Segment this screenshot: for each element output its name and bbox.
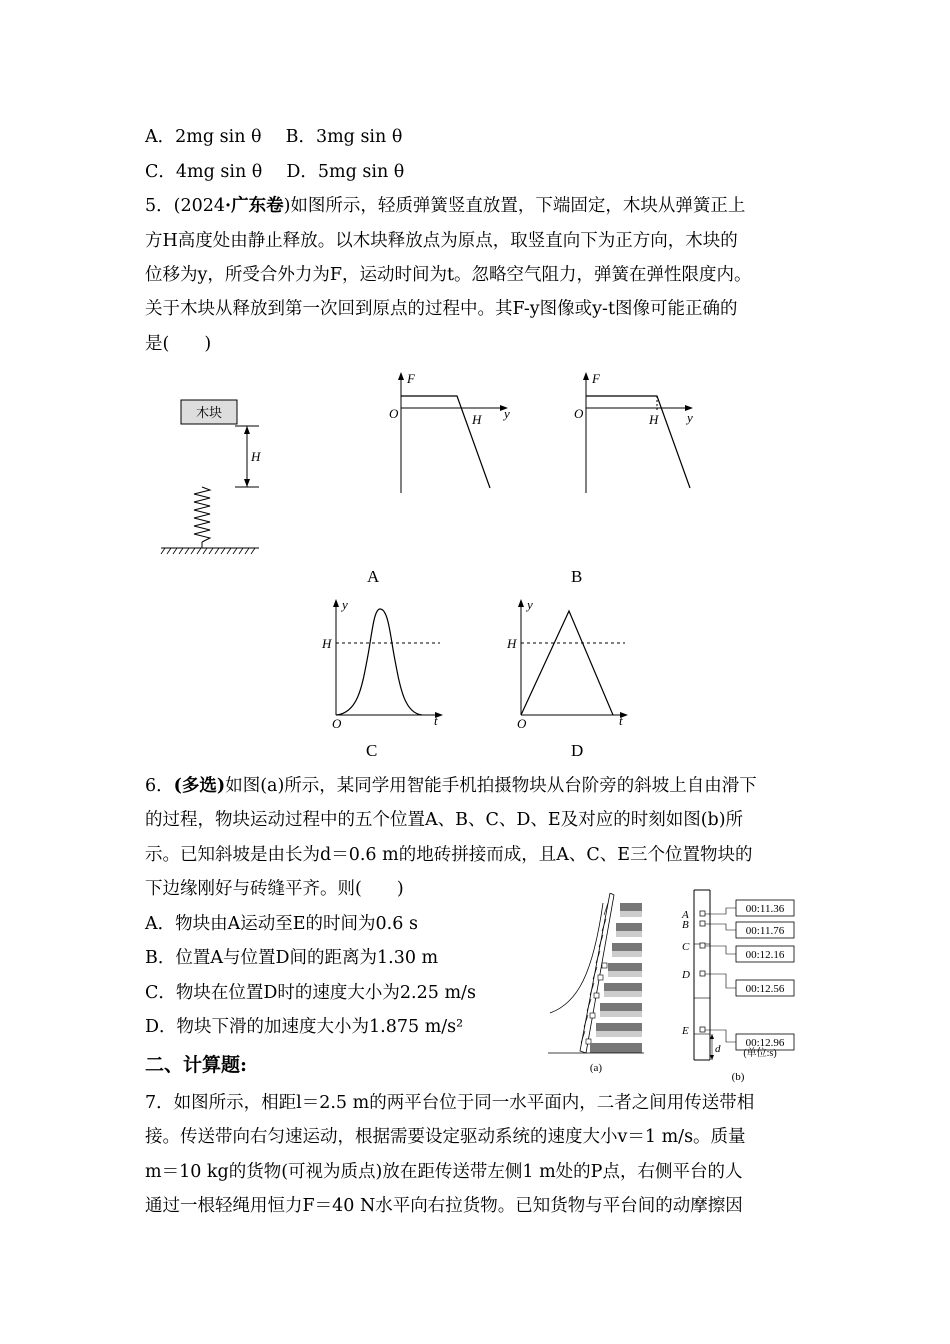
- stairs-figure-a: [548, 893, 648, 1073]
- q5-line2: 方H高度处由静止释放。以木块释放点为原点，取竖直向下为正方向，木块的: [145, 231, 738, 251]
- position-letter-d: D: [682, 969, 690, 981]
- q6-option-c: C．物块在位置D时的速度大小为2.25 m/s: [145, 983, 476, 1003]
- q6-option-a: A．物块由A运动至E的时间为0.6 s: [145, 914, 418, 934]
- axis-y-label: y: [687, 410, 693, 425]
- y-t-curve: [336, 609, 422, 715]
- block-marker-c: [700, 943, 705, 948]
- time-label: 00:12.96: [745, 1037, 785, 1049]
- q6-option-d: D．物块下滑的加速度大小为1.875 m/s²: [145, 1017, 464, 1037]
- q6-line2: 的过程，物块运动过程中的五个位置A、B、C、D、E及对应的时刻如图(b)所: [145, 810, 744, 830]
- block-marker-b: [700, 921, 705, 926]
- graph-c: [318, 595, 458, 730]
- f-y-curve: [586, 396, 690, 488]
- origin-label: O: [574, 406, 584, 421]
- caption-c: C: [366, 741, 378, 760]
- section-title: 二、计算题:: [145, 1054, 248, 1076]
- h-label: H: [251, 449, 261, 464]
- q4-option-d: D．5mg sin θ: [286, 162, 405, 182]
- q6-number: 6．: [145, 776, 174, 796]
- position-letter-b: B: [682, 919, 689, 931]
- axis-f-label: F: [592, 371, 600, 386]
- f-y-curve: [401, 396, 490, 488]
- h-tick-label: H: [649, 412, 659, 427]
- q7-line1: 7．如图所示，相距l＝2.5 m的两平台位于同一水平面内，二者之间用传送带相: [145, 1093, 755, 1113]
- y-t-curve: [521, 611, 613, 715]
- caption-d: D: [571, 741, 584, 760]
- block-marker-e: [700, 1027, 705, 1032]
- time-label: 00:11.76: [745, 925, 785, 937]
- origin-label: O: [389, 406, 399, 421]
- q7-line2: 接。传送带向右匀速运动，根据需要设定驱动系统的速度大小v＝1 m/s。质量: [145, 1127, 746, 1147]
- fig-b-caption: (b): [731, 1071, 745, 1083]
- spring: [194, 487, 210, 542]
- position-letter-e: E: [682, 1025, 689, 1037]
- axis-t-label: t: [619, 713, 623, 728]
- h-tick-label: H: [472, 412, 482, 427]
- axis-f-label: F: [407, 371, 415, 386]
- origin-label: O: [517, 716, 527, 730]
- q5-line3: 位移为y，所受合外力为F，运动时间为t。忽略空气阻力，弹簧在弹性限度内。: [145, 265, 752, 285]
- block-label: 木块: [195, 405, 223, 420]
- q4-option-b: B．3mg sin θ: [285, 127, 403, 147]
- q4-option-c: C．4mg sin θ: [145, 162, 263, 182]
- q4-options-row1: [145, 125, 402, 149]
- time-label: 00:12.56: [745, 983, 785, 995]
- axis-t-label: t: [434, 713, 438, 728]
- graph-d: [503, 595, 643, 730]
- position-letter-a: A: [682, 909, 689, 921]
- fig-a-caption: (a): [589, 1062, 603, 1073]
- q5-line1: [145, 194, 745, 218]
- graph-b: [565, 368, 705, 498]
- q6-line3: 示。已知斜坡是由长为d＝0.6 m的地砖拼接而成，且A、C、E三个位置物块的: [145, 845, 753, 865]
- unit-label: (单位:s): [743, 1048, 777, 1059]
- block-marker-a: [700, 911, 705, 916]
- q4-option-a: A．2mg sin θ: [145, 127, 262, 147]
- q5-line5: 是( ): [145, 334, 212, 354]
- q6-tag: (多选): [173, 776, 226, 796]
- position-letter-c: C: [682, 941, 690, 953]
- axis-y-label: y: [504, 406, 510, 421]
- block-marker-d: [700, 971, 705, 976]
- spring-block-diagram: [155, 390, 265, 560]
- h-tick-label: H: [322, 636, 332, 651]
- q6-line4: 下边缘刚好与砖缝平齐。则( ): [145, 879, 404, 899]
- axis-y-label: y: [342, 597, 348, 612]
- d-label: d: [715, 1043, 721, 1055]
- q6-option-b: B．位置A与位置D间的距离为1.30 m: [145, 948, 439, 968]
- q6-line1: [145, 774, 757, 798]
- q5-source: ·广东卷: [225, 196, 284, 216]
- time-label: 00:11.36: [745, 903, 785, 915]
- origin-label: O: [332, 716, 342, 730]
- q5-number: 5．(2024: [145, 196, 225, 216]
- q6-text1: 如图(a)所示，某同学用智能手机拍摄物块从台阶旁的斜坡上自由滑下: [225, 776, 757, 796]
- q7-line4: 通过一根轻绳用恒力F＝40 N水平向右拉货物。已知货物与平台间的动摩擦因: [145, 1196, 743, 1216]
- q7-line3: m＝10 kg的货物(可视为质点)放在距传送带左侧1 m处的P点，右侧平台的人: [145, 1162, 743, 1182]
- caption-b: B: [571, 567, 583, 586]
- q5-text1: )如图所示，轻质弹簧竖直放置，下端固定，木块从弹簧正上: [283, 196, 746, 216]
- caption-a: A: [367, 567, 380, 586]
- h-tick-label: H: [507, 636, 517, 651]
- graph-a: [380, 368, 520, 498]
- timeline-figure-b: [670, 888, 810, 1088]
- axis-y-label: y: [527, 597, 533, 612]
- time-label: 00:12.16: [745, 949, 785, 961]
- q4-options-row2: [145, 160, 404, 184]
- q5-line4: 关于木块从释放到第一次回到原点的过程中。其F-y图像或y-t图像可能正确的: [145, 299, 738, 319]
